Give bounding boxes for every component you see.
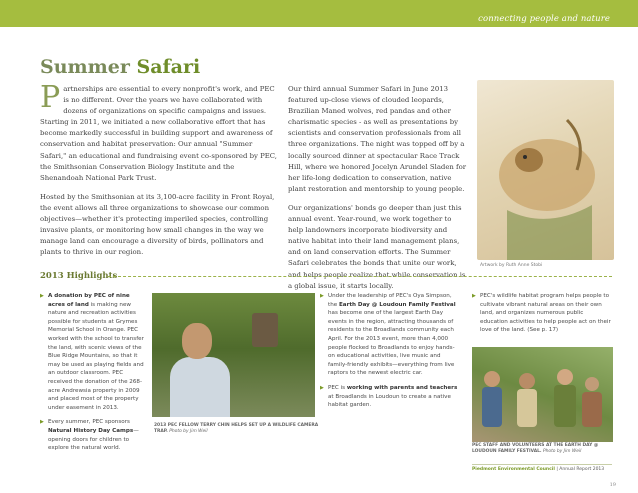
highlight-bold: working with parents and teachers: [346, 384, 458, 391]
highlight-item: [320, 292, 460, 378]
header-tagline: connecting people and nature: [478, 14, 610, 24]
footer-org: Piedmont Environmental Council: [472, 467, 555, 472]
highlight-bold: A donation by PEC of nine acres of land: [48, 293, 130, 308]
highlight-item: [320, 384, 460, 410]
artwork-image: [477, 80, 614, 260]
middle-paragraph-1: Our third annual Summer Safari in June 2013 featured up-close views of clouded leopards, Brazilian Maned wolves, red pandas and other charismatic species - as well as presentations by scientists and conservation professionals from all three organizations. The night was topped off by a locally sourced dinner at spectacular Race Track Hill, where we honored Jocelyn Arundel Sladen for her life-long dedication to conservation, native plant restoration and mentorship to young people.: [288, 85, 467, 193]
middle-paragraph-2: Our organizations' bonds go deeper than just this annual event. Year-round, we work together to help landowners incorporate biodiversity and native habitat into their land management plans, and on land conservation efforts. The Summer Safari celebrates the bonds that unite our work, and helps people realize that while conservation is a global issue, it starts locally.: [288, 203, 466, 290]
footer-divider: [472, 464, 612, 465]
highlight-bold: Natural History Day Camps: [48, 427, 134, 434]
caption-bold: 2013 PEC FELLOW TERRY CHIN HELPS SET UP A WILDLIFE CAMERA TRAP.: [154, 423, 319, 434]
earth-day-illustration: [472, 347, 613, 442]
highlights-column-1: [40, 292, 144, 459]
highlight-pre: Every summer, PEC sponsors: [48, 419, 130, 426]
left-column: [40, 80, 278, 266]
page-number: 19: [609, 482, 616, 488]
drop-cap: P: [40, 80, 61, 115]
header-bar: [0, 0, 638, 27]
highlight-bold: Earth Day @ Loudoun Family Festival: [338, 301, 456, 308]
left-paragraph-1: [40, 80, 278, 184]
footer-report: Annual Report 2013: [559, 467, 605, 472]
highlights-divider: [108, 276, 612, 277]
earth-day-caption: [472, 443, 617, 455]
title-bold: Safari: [136, 56, 201, 78]
earth-day-photo: [472, 347, 613, 442]
footer-separator: |: [554, 467, 560, 472]
highlight-item: [40, 292, 144, 412]
highlight-item: [472, 292, 612, 335]
highlight-pre: PEC is: [328, 384, 347, 391]
photo-face: [182, 323, 212, 359]
highlight-pre: Under the leadership of PEC's Oya Simpson, the: [328, 293, 452, 308]
highlights-column-4: [472, 292, 612, 341]
caption-credit: Photo by Jim Weil: [541, 449, 582, 454]
highlight-text: has become one of the largest Earth Day events in the region, attracting thousands of residents to the Broadlands community each April. For the 2013 event, more than 4,000 people flocked to Broadlands to enjoy hands-on educational activities, live music and family-friendly exhibits—everything from live raptors to the newest electric car.: [328, 310, 455, 377]
highlight-text: is making new nature and recreation activities possible for students at Grymes Memorial School in Orange. PEC worked with the school to transfer the land, with scenic views of the Blue Ridge Mountains, so that it may be used as playing fields and an outdoor classroom. PEC received the donation of the 268-acre Andrewsia property in 2009 and placed most of the property under easement in 2013.: [48, 301, 144, 411]
artwork-credit: Artwork by Ruth Anne Stobi: [480, 263, 543, 268]
title-light: Summer: [40, 56, 137, 78]
camera-trap-caption: [154, 423, 319, 435]
highlight-item: [40, 418, 144, 452]
highlight-text: —opening doors for children to explore the natural world.: [48, 427, 139, 452]
highlight-text: at Broadlands in Loudoun to create a native habitat garden.: [328, 393, 451, 409]
highlights-heading: 2013 Highlights: [40, 271, 118, 281]
caption-credit: Photo by Jim Weil: [167, 429, 208, 434]
footer: [472, 467, 604, 472]
highlights-column-3: [320, 292, 460, 416]
middle-column: [288, 84, 468, 300]
left-paragraph-1-text: artnerships are essential to every nonprofit's work, and PEC is no different. Over the years we have collaborated with dozens of organizations on specific campaigns and issues. Starting in 2011, we initiated a new collaborative effort that has become markedly successful in building support and awareness of conservation and habitat preservation: Our annual "Summer Safari," an educational and fundraising event co-sponsored by PEC, the Smithsonian Conservation Biology Institute and the Shenandoah National Park Trust.: [40, 85, 277, 182]
camera-trap-photo: [152, 293, 315, 417]
photo-figure: [170, 357, 230, 417]
left-paragraph-2: Hosted by the Smithsonian at its 3,100-acre facility in Front Royal, the event allows all three organizations to showcase our common objectives—whether it's protecting imperiled species, controlling invasive plants, or monitoring how small changes in the way we manage land can encourage a diversity of birds, pollinators and plants to thrive in our region.: [40, 192, 275, 257]
caption-bold: PEC STAFF AND VOLUNTEERS AT THE EARTH DAY @ LOUDOUN FAMILY FESTIVAL.: [472, 443, 599, 454]
page-title: [40, 58, 200, 77]
artwork-illustration: [477, 80, 614, 260]
highlight-text: PEC's wildlife habitat program helps people to cultivate vibrant natural areas on their own land, and organizes numerous public education activities to help people act on their love of the land. (See p. 17): [480, 293, 611, 334]
camera-trap: [252, 313, 278, 347]
